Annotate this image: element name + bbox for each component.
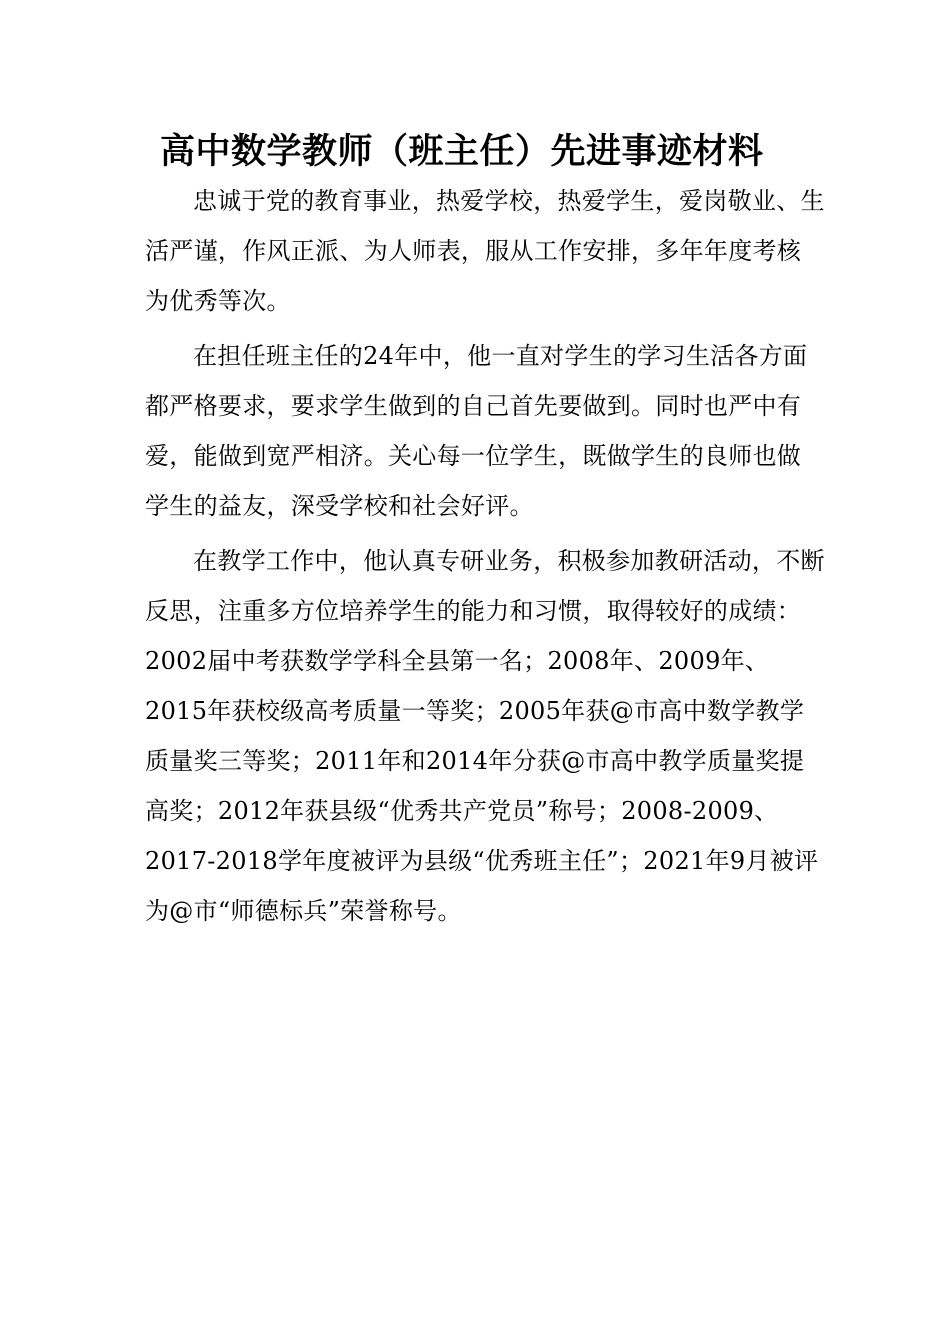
paragraph-loyalty: 忠诚于党的教育事业，热爱学校，热爱学生，爱岗敬业、生活严谨，作风正派、为人师表，服从工作安排，多年年度考核为优秀等次。: [145, 187, 825, 315]
paragraph-head-teacher: 在担任班主任的24年中，他一直对学生的学习生活各方面都严格要求，要求学生做到的自己首先要做到。同时也严中有爱，能做到宽严相济。关心每一位学生，既做学生的良师也做学生的益友，深受学校和社会好评。: [145, 342, 808, 520]
document-body: [145, 176, 825, 936]
paragraph-teaching-achievements: 在教学工作中，他认真专研业务，积极参加教研活动，不断反思，注重多方位培养学生的能力和习惯，取得较好的成绩：2002届中考获数学学科全县第一名；2008年、2009年、2015年获校级高考质量一等奖；2005年获@市高中数学教学质量奖三等奖；2011年和2014年分获@市高中教学质量奖提高奖；2012年获县级“优秀共产党员”称号；2008-2009、2017-2018学年度被评为县级“优秀班主任”；2021年9月被评为@市“师德标兵”荣誉称号。: [145, 547, 825, 925]
document-title: 高中数学教师（班主任）先进事迹材料: [160, 131, 764, 172]
